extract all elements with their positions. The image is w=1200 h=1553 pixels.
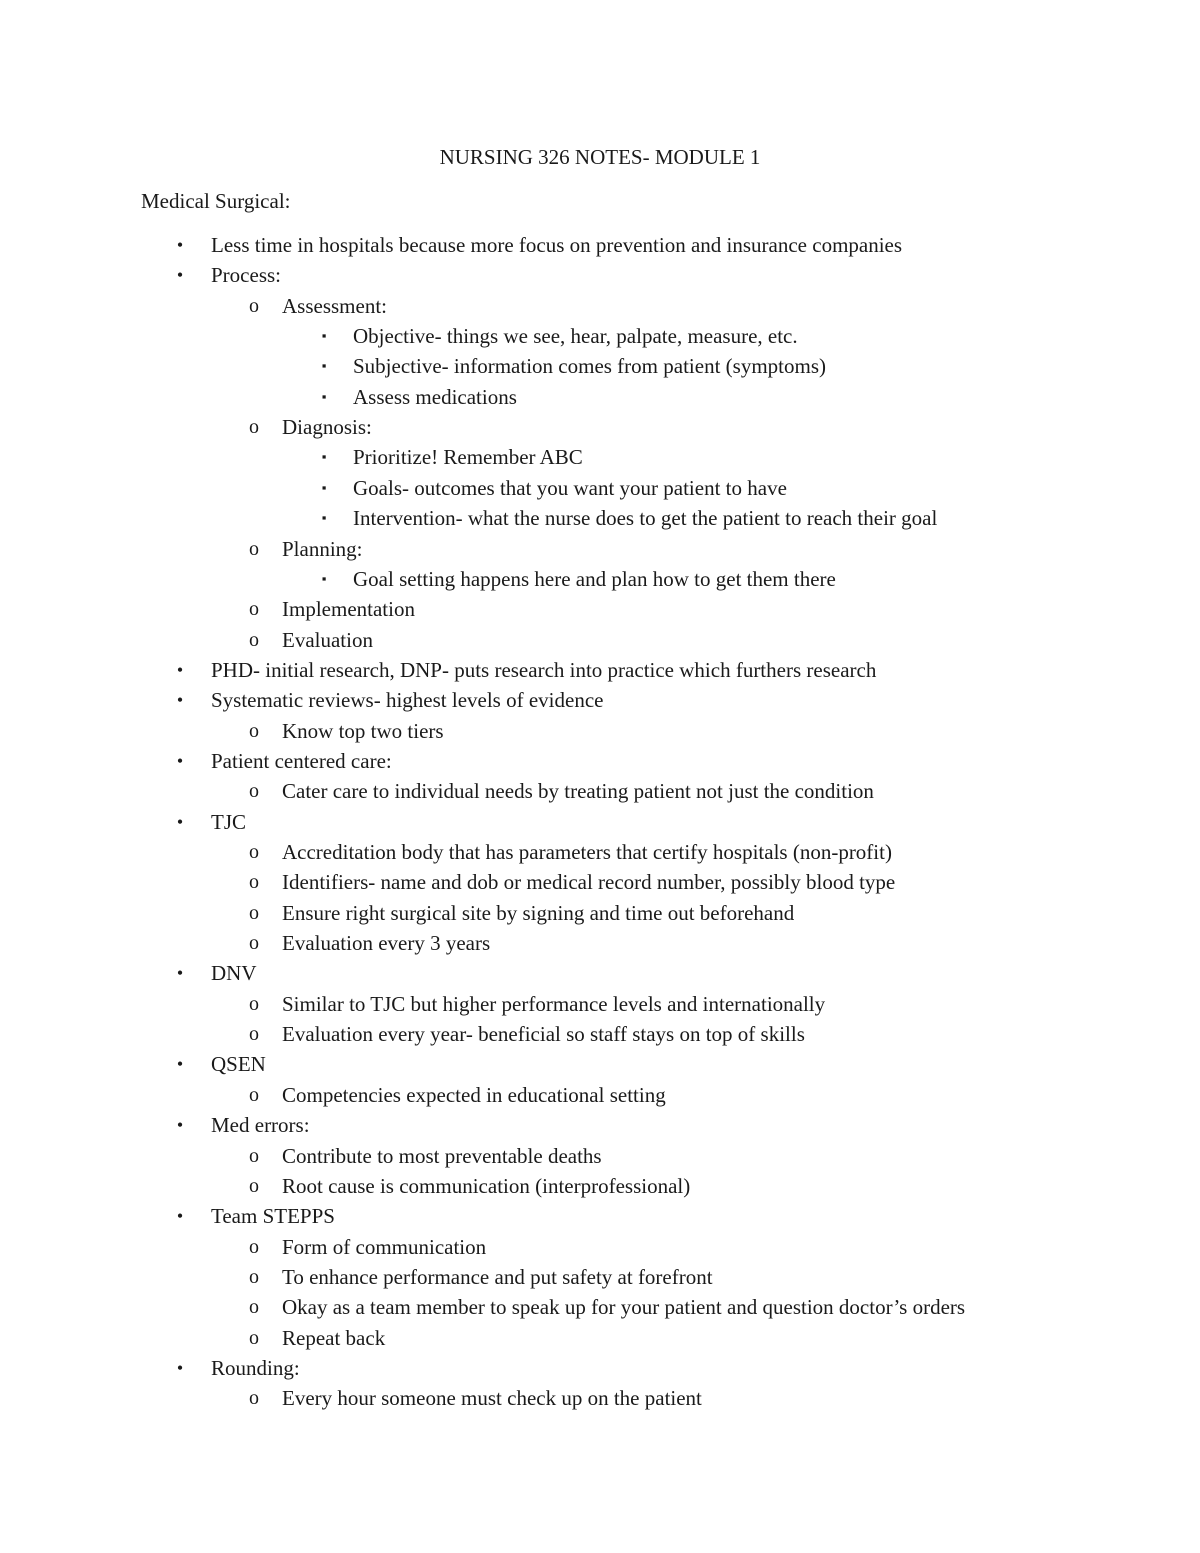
list-item: TJC xyxy=(211,810,247,834)
list-item: Ensure right surgical site by signing and time out beforehand xyxy=(282,901,795,925)
bullet-level-3-icon: ▪ xyxy=(321,510,327,525)
bullet-level-3-icon: ▪ xyxy=(321,358,327,373)
list-item: Patient centered care: xyxy=(211,749,392,773)
bullet-level-1-icon: • xyxy=(176,265,184,285)
list-item: Evaluation every 3 years xyxy=(282,931,491,955)
list-item: Intervention- what the nurse does to get the patient to reach their goal xyxy=(353,506,938,530)
bullet-level-1-icon: • xyxy=(176,660,184,680)
bullet-level-3-icon: ▪ xyxy=(321,571,327,586)
list-item: Diagnosis: xyxy=(282,415,372,439)
bullet-level-2-icon: o xyxy=(249,871,259,893)
bullet-level-2-icon: o xyxy=(249,780,259,802)
bullet-level-2-icon: o xyxy=(249,720,259,742)
bullet-level-1-icon: • xyxy=(176,751,184,771)
list-item: Assess medications xyxy=(353,385,517,409)
list-item: QSEN xyxy=(211,1052,266,1076)
list-item: Implementation xyxy=(282,597,415,621)
list-item: Evaluation xyxy=(282,628,373,652)
list-item: Team STEPPS xyxy=(211,1204,335,1228)
list-item: Prioritize! Remember ABC xyxy=(353,445,583,469)
list-item: PHD- initial research, DNP- puts research into practice which furthers research xyxy=(211,658,877,682)
list-item: Process: xyxy=(211,263,281,287)
list-item: Cater care to individual needs by treating patient not just the condition xyxy=(282,779,874,803)
bullet-level-3-icon: ▪ xyxy=(321,449,327,464)
document-title: NURSING 326 NOTES- MODULE 1 xyxy=(439,145,761,169)
section-heading: Medical Surgical: xyxy=(141,189,291,213)
list-item: Planning: xyxy=(282,537,363,561)
list-item: Okay as a team member to speak up for your patient and question doctor’s orders xyxy=(282,1295,966,1319)
list-item: Similar to TJC but higher performance levels and internationally xyxy=(282,992,826,1016)
bullet-level-2-icon: o xyxy=(249,538,259,560)
bullet-level-2-icon: o xyxy=(249,1023,259,1045)
list-item: Rounding: xyxy=(211,1356,300,1380)
list-item: Med errors: xyxy=(211,1113,310,1137)
bullet-level-2-icon: o xyxy=(249,993,259,1015)
bullet-level-1-icon: • xyxy=(176,235,184,255)
bullet-level-1-icon: • xyxy=(176,1054,184,1074)
bullet-level-2-icon: o xyxy=(249,1327,259,1349)
bullet-level-1-icon: • xyxy=(176,1206,184,1226)
list-item: Subjective- information comes from patient (symptoms) xyxy=(353,354,826,378)
list-item: Form of communication xyxy=(282,1235,487,1259)
bullet-level-3-icon: ▪ xyxy=(321,389,327,404)
bullet-level-1-icon: • xyxy=(176,963,184,983)
bullet-level-1-icon: • xyxy=(176,1115,184,1135)
bullet-level-2-icon: o xyxy=(249,1236,259,1258)
list-item: Systematic reviews- highest levels of evidence xyxy=(211,688,604,712)
list-item: DNV xyxy=(211,961,257,985)
list-item: Goals- outcomes that you want your patient to have xyxy=(353,476,787,500)
bullet-level-2-icon: o xyxy=(249,932,259,954)
list-item: Accreditation body that has parameters that certify hospitals (non-profit) xyxy=(282,840,892,864)
bullet-level-2-icon: o xyxy=(249,1145,259,1167)
bullet-level-2-icon: o xyxy=(249,902,259,924)
bullet-level-2-icon: o xyxy=(249,598,259,620)
bullet-level-2-icon: o xyxy=(249,1266,259,1288)
bullet-level-2-icon: o xyxy=(249,841,259,863)
list-item: Evaluation every year- beneficial so staff stays on top of skills xyxy=(282,1022,805,1046)
list-item: Objective- things we see, hear, palpate, measure, etc. xyxy=(353,324,798,348)
list-item: Know top two tiers xyxy=(282,719,444,743)
bullet-level-2-icon: o xyxy=(249,1387,259,1409)
list-item: Assessment: xyxy=(282,294,387,318)
bullet-level-3-icon: ▪ xyxy=(321,480,327,495)
list-item: To enhance performance and put safety at forefront xyxy=(282,1265,713,1289)
list-item: Repeat back xyxy=(282,1326,386,1350)
list-item: Less time in hospitals because more focus on prevention and insurance companies xyxy=(211,233,903,257)
bullet-level-2-icon: o xyxy=(249,1084,259,1106)
list-item: Root cause is communication (interprofessional) xyxy=(282,1174,691,1198)
list-item: Competencies expected in educational setting xyxy=(282,1083,666,1107)
bullet-level-2-icon: o xyxy=(249,1175,259,1197)
bullet-level-2-icon: o xyxy=(249,1296,259,1318)
bullet-level-2-icon: o xyxy=(249,416,259,438)
bullet-level-1-icon: • xyxy=(176,812,184,832)
list-item: Identifiers- name and dob or medical record number, possibly blood type xyxy=(282,870,896,894)
list-item: Every hour someone must check up on the patient xyxy=(282,1386,702,1410)
bullet-level-1-icon: • xyxy=(176,690,184,710)
list-item: Contribute to most preventable deaths xyxy=(282,1144,602,1168)
list-item: Goal setting happens here and plan how to get them there xyxy=(353,567,836,591)
bullet-level-2-icon: o xyxy=(249,629,259,651)
bullet-level-2-icon: o xyxy=(249,295,259,317)
bullet-level-3-icon: ▪ xyxy=(321,328,327,343)
bullet-level-1-icon: • xyxy=(176,1358,184,1378)
